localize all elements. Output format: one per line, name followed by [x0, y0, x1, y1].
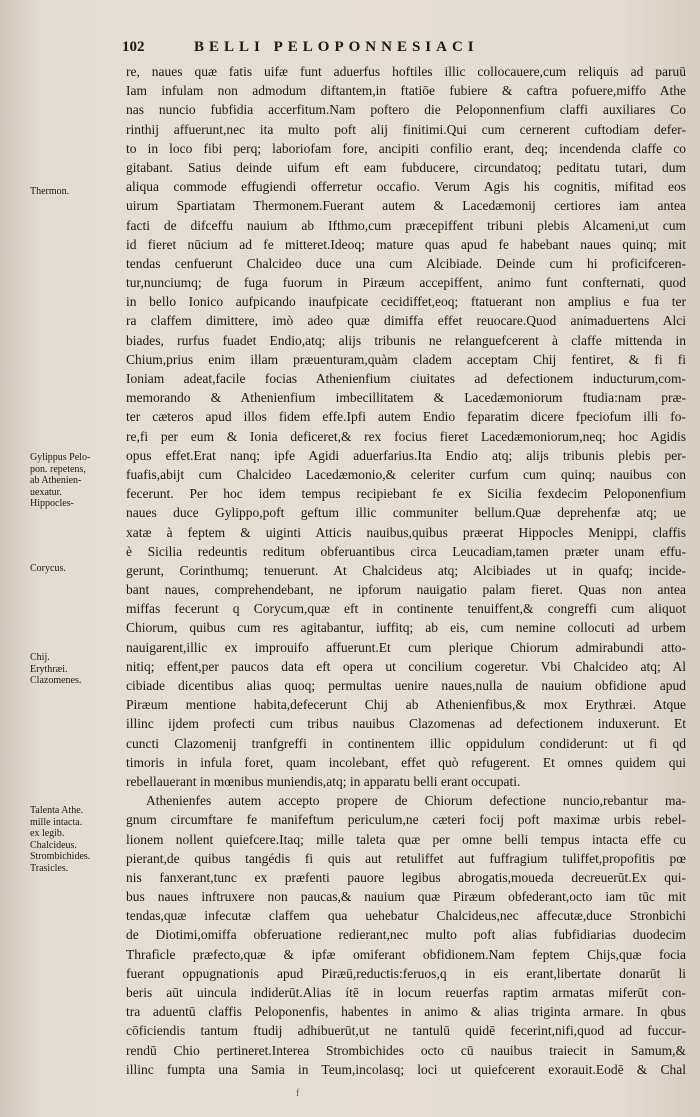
text-line: è Sicilia redeuntis reditum obferuantibus circa Leucadiam,tamen præter unam effu- — [126, 543, 686, 559]
margin-note-line: pon. repetens, — [30, 463, 86, 475]
text-line: tur,nunciumq; de fuga fuorum in Piræum accepiffent, animo funt confternati, quod — [126, 275, 686, 291]
margin-note-line: Talenta Athe. — [30, 805, 84, 816]
text-line: illinc fumpta una Samia in Teum,incolasq; loci ut quiefcerent exorauit.Eodē & Chal — [126, 1061, 686, 1077]
body-text — [126, 62, 686, 1079]
text-line: id fieret nūcium ad fe mitteret.Ideoq; mature quas apud fe habebant naues quinq; mit — [126, 236, 686, 252]
text-line: miffas fecerunt q Corycum,quæ eft in continente tenuiffent,& congreffi cum aliquot — [126, 601, 686, 617]
text-line: memorando & Athenienfium imbecillitatem & Lacedæmoniorum ftudia:nam præ- — [126, 390, 686, 406]
text-line: naues duce Gylippo,poft geftum illic communiter bellum.Quæ deprehenfæ atq; ue — [126, 505, 686, 521]
margin-note-line: Strombichides. — [30, 851, 91, 862]
text-line: uirum Spartiatam Thermonem.Fuerant autem & Lacedæmonij certiores iam antea — [126, 198, 686, 214]
text-line: Ioniam adeat,facile focias Athenienfium ciuitates ad defectionem inducturum,com- — [126, 371, 686, 386]
text-line: to in loco fibi perq; laboriofam fore, ancipiti confilio erant, deq; incendenda claffe co — [126, 140, 686, 156]
text-line: beris aūt uincula indiderūt.Alias ítē in locum reuerfas raptim armatas miferūt con- — [126, 985, 686, 1000]
text-line: biades, rurfus fuadet Endio,atq; alijs tribunis ne relanguefcerent à claffe mittenda in — [126, 332, 686, 348]
margin-note-line: ex legib. — [30, 828, 65, 839]
margin-note — [30, 652, 130, 687]
text-line: cibiade dicentibus alias quoq; permultas uenire naues,nulla de nauium obfidione apud — [126, 678, 686, 693]
text-line: gitabant. Satius deinde uifum eft eam fubducere, circundatoq; peditatu tutari, dum — [126, 159, 686, 175]
text-line: tendas,quæ infecutæ claffem qua uehebatur Chalcideus,nec affecutæ,duce Stronbichi — [126, 908, 686, 924]
margin-note — [30, 563, 130, 575]
margin-note-line: mille intacta. — [30, 816, 83, 828]
text-line: pierant,de quibus tangédis fi quis aut retuliffet aut fuffragium tuliffet,propofitis pœ — [126, 850, 686, 866]
text-line: nauigarent,illic ex improuifo affuerunt.Et cum plerique Chiorum admirabundi atto- — [126, 639, 686, 655]
text-line: gerunt, Corinthumq; tenuerunt. At Chalcideus atq; Alcibiades ut in quafq; incide- — [126, 562, 686, 578]
text-line: aliqua commode effugiendi offerretur occafio. Verum Agis his cognitis, mifitad eos — [126, 179, 686, 195]
margin-note-line: Chij. — [30, 652, 50, 663]
text-line: cōficiendis tantum ftudij adhibuerūt,ut ne tantulū quidē fecerint,nifi,quod ad fuccur- — [126, 1023, 686, 1039]
text-line: de Diotimi,omiffa obferuatione redierant,nec multo poft alias fubfidiarias duodecim — [126, 927, 686, 943]
text-line: opus effet.Erat nanq; ipfe Agidi aduerfarius.Ita Endio atq; alijs tribunis plebis per- — [126, 447, 686, 463]
text-line: Iam infulam non admodum diftantem,in ftatiōe fubiere & caftra pofuere,miffo Athe — [126, 83, 686, 99]
text-line: timoris in infula foret, quam incolebant, effet quò refugerent. Et omnes quidem qui — [126, 754, 686, 770]
page-header — [118, 36, 678, 58]
text-line: fuafis,abijt cum Chalcideo Lacedæmonio,& celeriter curfum cum quinq; nauibus con — [126, 466, 686, 482]
text-line: xatæ à feptem & uiginti Atticis nauibus,quibus præerat Hippocles Menippi, claffis — [126, 524, 686, 540]
text-line: fecerunt. Per hoc idem tempus recipiebant fe ex Sicilia fexdecim Peloponenfium — [126, 486, 686, 502]
margin-note-line: Chalcideus. — [30, 839, 77, 851]
text-line: re,fi per eum & Ionia deficeret,& rex focius fieret Lacedæmoniorum,neq; hoc Agidis — [126, 428, 686, 444]
text-line: Piræum mentione habita,defecerunt Chij ab Athenienfibus,& mox Erythræi. Atque — [126, 697, 686, 713]
text-line: facti de difceffu nauium ab Ifthmo,cum præcepiffent tribuni plebis Alcameni,ut cum — [126, 217, 686, 233]
text-line: lionem nollent quiefcere.Itaq; mille taleta quæ per omne belli tempus intacta effe cu — [126, 831, 686, 847]
margin-note-line: Trasicles. — [30, 862, 69, 874]
text-line: nas nuncio fubfidia accerfitum.Nam poftero die Peloponnenfium claffi auxiliares Co — [126, 102, 686, 118]
text-line: nitiq; effent,per paucos data eft opera ut concilium cogeretur. Vbi Chalcideo atq; Al — [126, 658, 686, 674]
margin-note — [30, 805, 130, 874]
text-line: Athenienfes autem accepto propere de Chiorum defectione nuncio,rebantur ma- — [146, 793, 686, 809]
page-number: 102 — [122, 39, 145, 55]
text-line: Thrafìcle præfecto,quæ & ipfæ omiferant obfidionem.Nam feptem Chijs,quæ focia — [126, 946, 686, 962]
text-line: fuerant oppugnationis apud Piræū,reductis:feruos,q in eis erant,libertate donarūt li — [126, 965, 686, 981]
text-line: bus naues inftruxere non paucas,& nauium quæ Piræum obfederant,octo iam tūc mit — [126, 889, 686, 905]
text-line: cuncti Clazomenij tranfgreffi in continentem illic oppidulum condiderunt: ut fi qd — [126, 735, 686, 751]
text-line: rebellauerant in mœnibus muniendis,atq; in apparatu belli erant occupati. — [126, 773, 521, 789]
margin-note-line: Clazomenes. — [30, 675, 82, 686]
text-line: rinthij affuerunt,nec ita multo poft alij finitimi.Qui cum cernerent cuftodiam defer- — [126, 121, 686, 137]
text-line: Chiorum, quibus cum res agitabantur, iuffitq; ab eis, cum nemine collocuti ad urbem — [126, 620, 686, 636]
margin-note-line: uexatur. — [30, 486, 62, 498]
text-line: in bello Ionico aufpicando inaufpicate cecidiffet,eoq; ftatuerant non amplius e fua ter — [126, 294, 686, 310]
margin-note-line: Hippocles- — [30, 498, 74, 509]
margin-note-line: Gylippus Pelo- — [30, 452, 91, 463]
text-line: gnum circumftare fe manifeftum periculum,ne cæteri focij poft maximæ urbis rebel- — [126, 812, 686, 828]
text-line: Chium,prius enim illam præuenturam,quàm cladem acceptam Chij fentiret, & fi fi — [126, 351, 686, 367]
text-line: tra aduentū claffis Peloponenfis, habentes in animo & alias triginta armare. In qbus — [126, 1004, 686, 1020]
text-line: tendas cenfuerunt Chalcideo duce una cum Alcibiade. Deinde cum hi proficifceren- — [126, 255, 686, 271]
text-line: re, naues quæ fatis uifæ funt aduerfus hoftiles illic collocauere,cum reliquis ad paruū — [126, 64, 686, 79]
text-line: illinc ijdem profecti cum tribus nauibus Clazomenas ad defectionem induxerunt. Et — [126, 716, 686, 732]
margin-note-line: Erythræi. — [30, 663, 68, 675]
margin-note — [30, 186, 130, 198]
margin-note-line: Corycus. — [30, 563, 66, 574]
footer-mark: f — [296, 1088, 300, 1099]
text-line: bant naues, comprehendebant, ne ipforum nauigatio palam fieret. Quas non antea — [126, 582, 686, 598]
margin-note-line: ab Athenien- — [30, 475, 82, 486]
margin-note — [30, 452, 130, 510]
text-line: ter cæteros apud illos fidem effe.Ipfi autem Endio feparatim dicere fpeciofum illi fo- — [126, 409, 686, 425]
text-line: rendū Chio pertineret.Interea Strombichides octo cū nauibus traiecit in Samum,& — [126, 1042, 686, 1058]
margin-note-line: Thermon. — [30, 186, 70, 197]
running-title: BELLI PELOPONNESIACI — [194, 39, 479, 55]
text-line: nis fanxerant,tunc ex præfenti pauore legibus abrogatis,moueda decreuerūt.Ex qui- — [126, 869, 686, 885]
text-line: ra claffem dimittere, imò adeo quæ dimiffa effet reuocare.Quod animaduertens Alci — [126, 313, 686, 329]
